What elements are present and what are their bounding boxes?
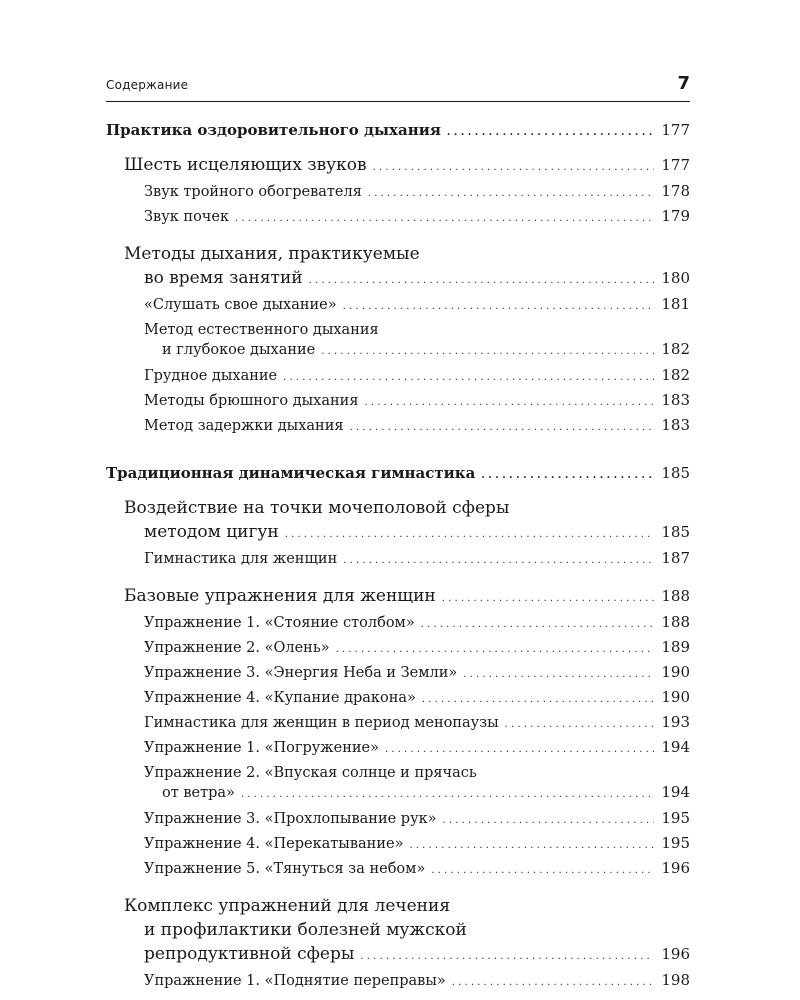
toc-entry-page: 194 [661,783,690,801]
toc-subsection[interactable] [106,389,690,414]
toc-entry-page: 183 [661,416,690,434]
dot-leader [443,809,654,832]
dot-leader [350,416,654,439]
dot-leader [336,638,654,661]
toc-subsection[interactable] [106,180,690,205]
dot-leader [463,663,654,686]
toc-part-heading[interactable] [106,461,690,488]
toc-subsection[interactable] [106,736,690,761]
dot-leader [481,464,654,488]
toc-entry-title: Упражнение 1. «Стояние столбом» [144,615,415,631]
toc-entry-page: 188 [661,587,690,605]
dot-leader [241,785,654,804]
toc-subsection[interactable] [106,636,690,661]
toc-entry-title-line2: методом цигун [144,522,279,542]
toc-entry-title: Базовые упражнения для женщин [124,586,436,606]
toc-entry-title: Гимнастика для женщин [144,551,338,567]
toc-entry-page: 198 [661,971,690,989]
header-rule [106,101,690,102]
toc-entry-title-line2: и профилактики болезней мужской [144,920,467,940]
toc-entry-title: Грудное дыхание [144,368,278,384]
dot-leader [373,156,654,180]
toc-entry-page: 178 [661,182,690,200]
running-head: Содержание [106,78,189,92]
toc-entry-title: Практика оздоровительного дыхания [106,121,441,139]
toc-entry-title-line1: Метод естественного дыхания [144,322,379,338]
toc-part-heading[interactable] [106,118,690,145]
dot-leader [421,613,654,636]
toc-subsection[interactable] [106,414,690,439]
toc-entry-page: 187 [661,549,690,567]
toc-subsection[interactable] [106,969,690,994]
toc-entry-title-line2: во время занятий [144,268,303,288]
page-number: 7 [677,73,690,94]
toc-entry-page: 185 [661,523,690,541]
dot-leader [321,342,654,361]
toc-entry-title: Гимнастика для женщин в период менопаузы [144,715,499,731]
toc-entry-page: 179 [661,207,690,225]
dot-leader [505,713,654,736]
toc-entry-title: Упражнение 5. «Тянуться за небом» [144,861,426,877]
toc-entry-page: 177 [661,121,690,139]
toc-entry-title-line1: Методы дыхания, практикуемые [124,244,420,264]
dot-leader [285,523,654,547]
toc-section[interactable] [106,153,690,180]
toc-entry-title-line1: Упражнение 2. «Впуская солнце и прячась [144,765,477,781]
dot-leader [442,587,654,611]
toc-subsection[interactable] [106,807,690,832]
dot-leader [422,688,654,711]
toc-entry-title-line1: Комплекс упражнений для лечения [124,896,451,916]
toc-entry-title-line2: и глубокое дыхание [162,342,316,358]
toc-entry-title: Упражнение 3. «Энергия Неба и Земли» [144,665,458,681]
toc-entry-page: 190 [661,663,690,681]
toc-entry-title-line2: от ветра» [162,785,235,801]
toc-entry-title: Упражнение 1. «Погружение» [144,740,379,756]
toc-subsection[interactable] [106,857,690,882]
toc-entry-title: Метод задержки дыхания [144,418,344,434]
dot-leader [385,738,654,761]
toc-subsection[interactable] [106,832,690,857]
toc-subsection[interactable] [106,611,690,636]
toc-entry-page: 189 [661,638,690,656]
toc-entry-page: 185 [661,464,690,482]
dot-leader [409,834,654,857]
toc-subsection[interactable] [106,364,690,389]
toc-entry-page: 194 [661,738,690,756]
toc-entry-page: 181 [661,295,690,313]
dot-leader [360,945,654,969]
toc-subsection[interactable] [106,321,690,361]
toc-entry-page: 188 [661,613,690,631]
dot-leader [431,859,654,882]
dot-leader [283,366,654,389]
toc-entry-title-line1: Воздействие на точки мочеполовой сферы [124,498,510,518]
toc-entry-title: Традиционная динамическая гимнастика [106,464,476,482]
dot-leader [343,295,654,318]
toc-entry-page: 183 [661,391,690,409]
toc-section[interactable] [106,894,690,969]
toc-entry-title: Звук почек [144,209,230,225]
dot-leader [309,269,654,293]
toc-entry-title: Упражнение 1. «Поднятие переправы» [144,973,446,989]
toc-entry-page: 195 [661,809,690,827]
dot-leader [447,121,654,145]
toc-entry-page: 193 [661,713,690,731]
toc-entry-page: 196 [661,859,690,877]
toc-subsection[interactable] [106,686,690,711]
toc-entry-title: Упражнение 3. «Прохлопывание рук» [144,811,437,827]
toc-entry-title: Упражнение 2. «Олень» [144,640,330,656]
dot-leader [364,391,654,414]
page-header [106,70,690,98]
toc-section[interactable] [106,584,690,611]
toc-section[interactable] [106,242,690,293]
toc-subsection[interactable] [106,293,690,318]
book-page [106,0,690,1000]
toc-subsection[interactable] [106,661,690,686]
toc-subsection[interactable] [106,711,690,736]
dot-leader [452,971,654,994]
toc-entry-title: Методы брюшного дыхания [144,393,359,409]
toc-entry-title: Упражнение 4. «Купание дракона» [144,690,416,706]
toc-subsection[interactable] [106,205,690,230]
toc-entry-title: Шесть исцеляющих звуков [124,155,367,175]
toc-entry-page: 177 [661,156,690,174]
toc-entry-page: 182 [661,340,690,358]
dot-leader [235,207,654,230]
toc-entry-title: «Слушать свое дыхание» [144,297,337,313]
toc-entry-page: 195 [661,834,690,852]
toc-subsection[interactable] [106,547,690,572]
table-of-contents [106,118,690,994]
toc-entry-title-line3: репродуктивной сферы [144,944,355,964]
toc-entry-title: Упражнение 4. «Перекатывание» [144,836,404,852]
toc-entry-page: 196 [661,945,690,963]
toc-entry-page: 180 [661,269,690,287]
toc-entry-title: Звук тройного обогревателя [144,184,362,200]
toc-section[interactable] [106,496,690,547]
toc-entry-page: 182 [661,366,690,384]
dot-leader [368,182,654,205]
dot-leader [343,549,654,572]
toc-subsection[interactable] [106,764,690,804]
toc-entry-page: 190 [661,688,690,706]
